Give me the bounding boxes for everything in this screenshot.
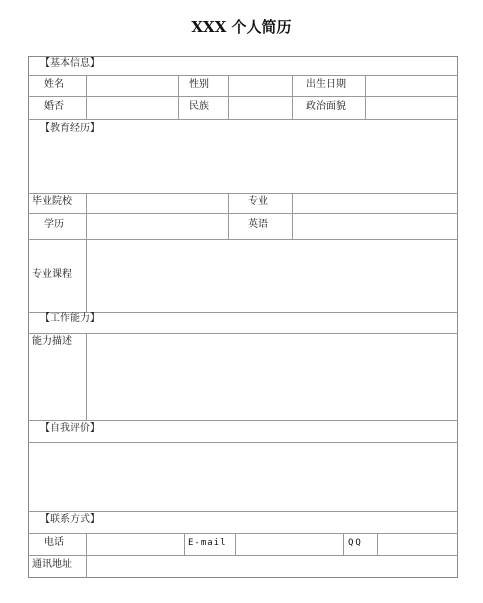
col-rule — [365, 75, 366, 119]
col-rule — [86, 533, 87, 578]
email-label: E-mail — [188, 538, 227, 548]
marital-status-label: 婚否 — [44, 101, 64, 112]
row-rule — [28, 442, 458, 443]
resume-title: XXX 个人简历 — [191, 18, 292, 36]
section-education: 【教育经历】 — [40, 123, 100, 134]
english-label: 英语 — [248, 219, 268, 230]
row-rule — [28, 333, 458, 334]
row-rule — [28, 420, 458, 421]
col-rule — [235, 533, 236, 555]
row-rule — [28, 511, 458, 512]
col-rule — [184, 533, 185, 555]
political-status-label: 政治面貌 — [306, 101, 346, 112]
school-label: 毕业院校 — [32, 196, 72, 207]
col-rule — [86, 239, 87, 312]
row-rule — [28, 533, 458, 534]
row-rule — [28, 213, 458, 214]
courses-label: 专业课程 — [32, 269, 72, 280]
gender-label: 性别 — [189, 79, 209, 90]
col-rule — [228, 193, 229, 239]
row-rule — [28, 119, 458, 120]
row-rule — [28, 555, 458, 556]
row-rule — [28, 239, 458, 240]
section-work-ability: 【工作能力】 — [40, 313, 100, 324]
row-rule — [28, 75, 458, 76]
col-rule — [377, 533, 378, 555]
col-rule — [292, 193, 293, 239]
col-rule — [228, 75, 229, 119]
ability-label: 能力描述 — [32, 336, 72, 347]
phone-label: 电话 — [44, 537, 64, 548]
section-contact: 【联系方式】 — [40, 514, 100, 525]
col-rule — [343, 533, 344, 555]
ethnicity-label: 民族 — [189, 101, 209, 112]
col-rule — [292, 75, 293, 119]
major-label: 专业 — [248, 196, 268, 207]
col-rule — [86, 75, 87, 119]
qq-label: QQ — [348, 538, 363, 548]
row-rule — [28, 193, 458, 194]
col-rule — [86, 333, 87, 420]
section-basic-info: 【基本信息】 — [40, 58, 100, 69]
col-rule — [178, 75, 179, 119]
row-rule — [28, 96, 458, 97]
col-rule — [86, 193, 87, 239]
degree-label: 学历 — [44, 219, 64, 230]
birth-date-label: 出生日期 — [306, 79, 346, 90]
section-self-evaluation: 【自我评价】 — [40, 423, 100, 434]
name-label: 姓名 — [44, 79, 64, 90]
address-label: 通讯地址 — [32, 559, 72, 570]
